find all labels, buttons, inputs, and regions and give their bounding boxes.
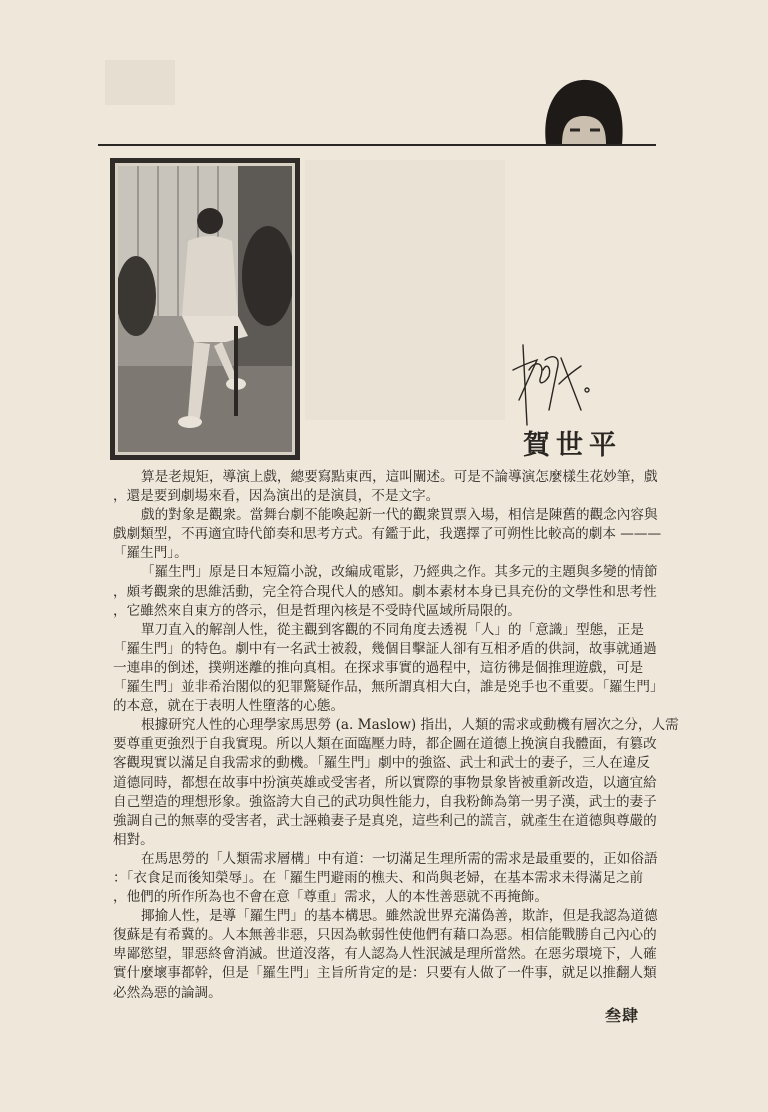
text-line: 自己塑造的理想形象。強盜誇大自己的武功與性能力，自我粉飾為第一男子漢，武士的妻子 <box>113 793 657 810</box>
author-name: 賀世平 <box>523 430 622 461</box>
text-line: 戲的對象是觀衆。當舞台劇不能喚起新一代的觀衆買票入場，相信是陳舊的觀念內容與 <box>141 507 658 524</box>
paragraph <box>113 563 658 620</box>
paragraph <box>113 468 658 506</box>
header-rule <box>98 144 656 146</box>
paragraph <box>113 621 664 716</box>
text-line: ，頗考觀衆的思維活動，完全符合現代人的感知。劇本素材本身已具充份的文學性和思考性 <box>113 583 657 600</box>
text-line: 「羅生門」原是日本短篇小說，改編成電影，乃經典之作。其多元的主題與多變的情節 <box>141 564 658 581</box>
text-line: ，他們的所作所為也不會在意「尊重」需求，人的本性善惡就不再掩飾。 <box>113 889 548 906</box>
paragraph <box>113 907 658 1002</box>
text-line: 單刀直入的解剖人性，從主觀到客觀的不同角度去透視「人」的「意識」型態，正是 <box>141 621 644 638</box>
paragraph <box>113 716 679 850</box>
text-line: 必然為惡的論調。 <box>113 984 222 1001</box>
text-line: 一連串的倒述，撲朔迷離的推向真相。在探求事實的過程中，這彷彿是個推理遊戲，可是 <box>113 659 644 676</box>
text-line: 復蘇是有希冀的。人本無善非惡，只因為軟弱性使他們有藉口為惡。相信能戰勝自己內心的 <box>113 927 657 944</box>
text-line: 卑鄙慾望，罪惡終會消滅。世道沒落，有人認為人性泯滅是理所當然。在惡劣環境下，人確 <box>113 946 657 963</box>
text-line: 在馬思勞的「人類需求層構」中有道：一切滿足生理所需的需求是最重要的，正如俗語 <box>141 850 658 867</box>
author-photo <box>115 163 295 455</box>
show-through-right <box>305 160 505 420</box>
author-signature <box>505 340 625 430</box>
text-line: 根據研究人性的心理學家馬思勞 (a. Maslow) 指出，人類的需求或動機有層次之分，人需 <box>141 717 679 734</box>
text-line: 「羅生門」並非希治閣似的犯罪驚疑作品，無所謂真相大白，誰是兇手也不重要。「羅生門」 <box>113 679 664 696</box>
text-line: 強調自己的無辜的受害者，武士誣賴妻子是真兇，這些利己的謊言，就產生在道德與尊嚴的 <box>113 812 657 829</box>
text-line: ：「衣食足而後知榮辱」。在「羅生門避雨的樵夫、和尚與老婦，在基本需求未得滿足之前 <box>113 869 644 886</box>
paragraph <box>113 506 662 563</box>
text-line: 要尊重更強烈于自我實現。所以人類在面臨壓力時，都企圖在道德上挽演自我體面，有篡改 <box>113 736 657 753</box>
author-photo-frame <box>110 158 300 460</box>
author-head-photo <box>540 72 626 144</box>
show-through-left <box>105 60 175 105</box>
text-line: 「羅生門」。 <box>113 545 188 562</box>
text-line: 的本意，就在于表明人性墮落的心態。 <box>113 698 345 715</box>
text-line: ，它雖然來自東方的啓示，但是哲理內核是不受時代區域所局限的。 <box>113 602 521 619</box>
text-line: 「羅生門」的特色。劇中有一名武士被殺，幾個目擊証人卻有互相矛盾的供詞，故事就通過 <box>113 640 657 657</box>
text-line: 客觀現實以滿足自我需求的動機。「羅生門」劇中的強盜、武士和武士的妻子，三人在違反 <box>113 755 650 772</box>
paragraph <box>113 850 658 907</box>
text-line: 揶揄人性，是導「羅生門」的基本構思。雖然說世界充滿偽善，欺詐，但是我認為道德 <box>141 908 658 925</box>
text-line: 道德同時，都想在故事中扮演英雄或受害者，所以實際的事物景象皆被重新改造，以適宜給 <box>113 774 657 791</box>
page-number: 叁肆 <box>605 1006 640 1025</box>
essay-body <box>113 468 679 1003</box>
text-line: ，還是要到劇場來看，因為演出的是演員，不是文字。 <box>113 488 440 505</box>
text-line: 相對。 <box>113 831 154 848</box>
text-line: 實什麼壞事都幹，但是「羅生門」主旨所肯定的是：只要有人做了一件事，就足以推翻人類 <box>113 965 657 982</box>
text-line: 戲劇類型，不再適宜時代節奏和思考方式。有鑑于此，我選擇了可朔性比較高的劇本 ——— <box>113 526 662 543</box>
text-line: 算是老規矩，導演上戲，總要寫點東西，這叫闡述。可是不論導演怎麼樣生花妙筆，戲 <box>141 469 658 485</box>
